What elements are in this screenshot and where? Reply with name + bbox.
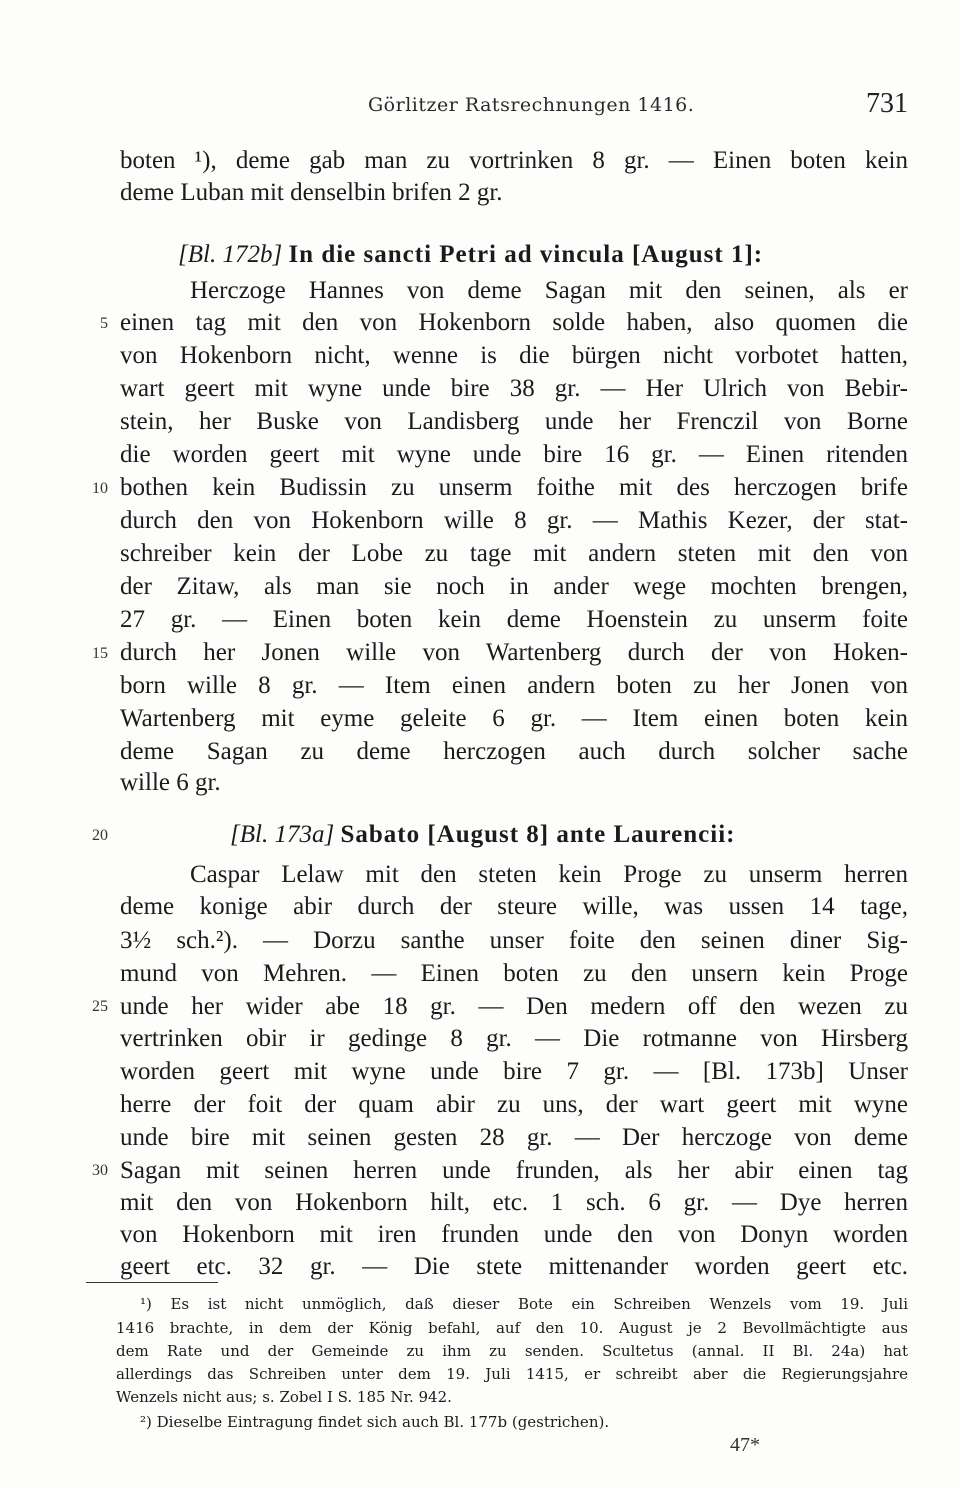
text-line: bothen kein Budissin zu unserm foithe mit des herczogen brife — [120, 474, 908, 501]
text-line: vertrinken obir ir gedinge 8 gr. — Die rotmanne von Hirsberg — [120, 1025, 908, 1052]
text-line: deme Luban mit denselbin brifen 2 gr. — [120, 179, 503, 206]
folio-reference: [Bl. 173a] — [230, 821, 335, 848]
text-line: unde bire mit seinen gesten 28 gr. — Der herczoge von deme — [120, 1124, 908, 1151]
text-line: wille 6 gr. — [120, 769, 221, 796]
text-line: herre der foit der quam abir zu uns, der wart geert mit wyne — [120, 1091, 908, 1118]
footnote-line: allerdings das Schreiben unter dem 19. Juli 1415, er schreibt aber die Regierungsjahre — [116, 1365, 908, 1383]
running-header — [0, 88, 960, 128]
text-line: mit den von Hokenborn hilt, etc. 1 sch. 6 gr. — Dye herren — [120, 1189, 908, 1216]
text-line: durch her Jonen wille von Wartenberg durch der von Hoken- — [120, 639, 908, 666]
text-line: 27 gr. — Einen boten kein deme Hoenstein zu unserm foite — [120, 606, 908, 633]
footnote-line: ¹) Es ist nicht unmöglich, daß dieser Bote ein Schreiben Wenzels vom 19. Juli — [140, 1295, 908, 1313]
text-line: worden geert mit wyne unde bire 7 gr. — [Bl. 173b] Unser — [120, 1058, 908, 1085]
section-title: In die sancti Petri ad vincula [August 1]: — [288, 241, 764, 268]
text-line: der Zitaw, als man sie noch in ander wege mochten brengen, — [120, 573, 908, 600]
text-line: deme konige abir durch der steure wille, was ussen 14 tage, — [120, 893, 908, 920]
text-line: Caspar Lelaw mit den steten kein Proge zu unserm herren — [190, 861, 908, 888]
text-line: durch den von Hokenborn wille 8 gr. — Mathis Kezer, der stat- — [120, 507, 908, 534]
line-number: 5 — [100, 315, 108, 332]
text-line: Herczoge Hannes von deme Sagan mit den seinen, als er — [190, 277, 908, 304]
section-heading — [230, 818, 736, 852]
page-number: 731 — [866, 88, 908, 119]
text-line: boten ¹), deme gab man zu vortrinken 8 gr. — Einen boten kein — [120, 147, 908, 174]
text-line: mund von Mehren. — Einen boten zu den unsern kein Proge — [120, 960, 908, 987]
text-line: geert etc. 32 gr. — Die stete mittenander worden geert etc. — [120, 1253, 908, 1280]
signature-mark: 47* — [730, 1434, 760, 1456]
footnote-rule — [86, 1282, 218, 1283]
line-number: 25 — [92, 998, 108, 1015]
text-line: deme Sagan zu deme herczogen auch durch solcher sache — [120, 738, 908, 765]
footnote-line: 1416 brachte, in dem der König befahl, auf den 10. August je 2 Bevollmächtigte aus — [116, 1319, 908, 1337]
line-number: 20 — [92, 827, 108, 844]
text-line: unde her wider abe 18 gr. — Den medern off den wezen zu — [120, 993, 908, 1020]
text-line: Wartenberg mit eyme geleite 6 gr. — Item einen boten kein — [120, 705, 908, 732]
text-line: von Hokenborn nicht, wenne is die bürgen nicht vorbotet hatten, — [120, 342, 908, 369]
section-heading — [178, 238, 763, 272]
footnote-line: dem Rate und der Gemeinde zu ihm zu senden. Scultetus (annal. II Bl. 24a) hat — [116, 1342, 908, 1360]
text-line: schreiber kein der Lobe zu tage mit andern steten mit den von — [120, 540, 908, 567]
running-title: Görlitzer Ratsrechnungen 1416. — [368, 94, 695, 116]
folio-reference: [Bl. 172b] — [178, 241, 283, 268]
line-number: 30 — [92, 1162, 108, 1179]
text-line: wart geert mit wyne unde bire 38 gr. — Her Ulrich von Bebir- — [120, 375, 908, 402]
text-line: stein, her Buske von Landisberg unde her Frenczil von Borne — [120, 408, 908, 435]
footnote-line: Wenzels nicht aus; s. Zobel I S. 185 Nr. 942. — [116, 1388, 452, 1406]
text-line: Sagan mit seinen herren unde frunden, als her abir einen tag — [120, 1157, 908, 1184]
footnote-line: ²) Dieselbe Eintragung findet sich auch Bl. 177b (gestrichen). — [140, 1413, 610, 1431]
section-title: Sabato [August 8] ante Laurencii: — [340, 821, 736, 848]
text-line: 3½ sch.²). — Dorzu santhe unser foite den seinen diner Sig- — [120, 927, 908, 954]
text-line: born wille 8 gr. — Item einen andern boten zu her Jonen von — [120, 672, 908, 699]
line-number: 15 — [92, 645, 108, 662]
line-number: 10 — [92, 480, 108, 497]
text-line: von Hokenborn mit iren frunden unde den von Donyn worden — [120, 1221, 908, 1248]
text-line: die worden geert mit wyne unde bire 16 gr. — Einen ritenden — [120, 441, 908, 468]
text-line: einen tag mit den von Hokenborn solde haben, also quomen die — [120, 309, 908, 336]
